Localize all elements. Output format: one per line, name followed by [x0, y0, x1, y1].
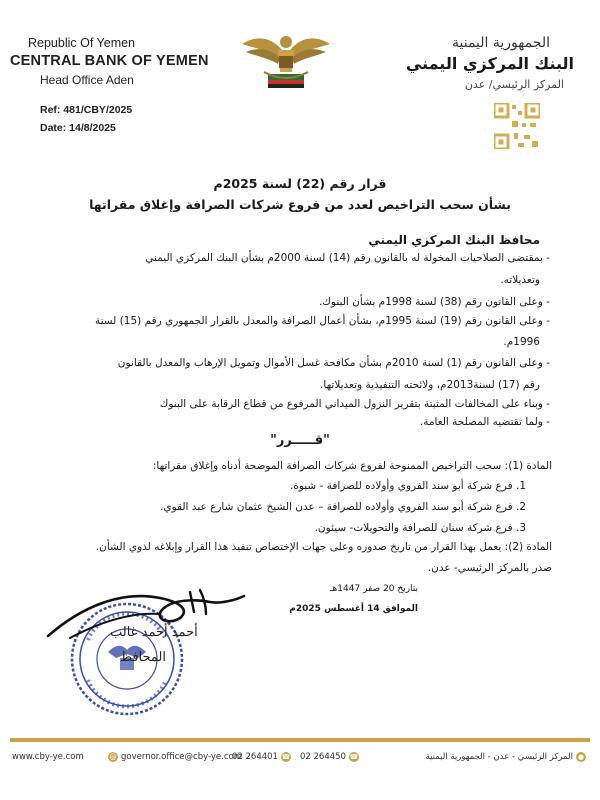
- address-text: المركز الرئيسي - عدن - الجمهورية اليمنية: [425, 752, 573, 762]
- list-item: 1. فرع شركة أبو سند الفروي وأولاده للصرافة - شبوة.: [290, 480, 526, 492]
- preamble-2: - وعلى القانون رقم (38) لسنة 1998م بشأن البنوك.: [318, 296, 550, 308]
- footer-divider: [10, 738, 590, 742]
- preamble-6: - ولما تقتضيه المصلحة العامة.: [419, 416, 550, 428]
- preamble-3-cont: 1996م.: [503, 336, 540, 348]
- footer-address: [426, 752, 586, 762]
- header-office-en: Head Office Aden: [40, 73, 134, 87]
- issued-at: صدر بالمركز الرئيسي- عدن.: [427, 562, 552, 574]
- footer-phone-1: [232, 752, 291, 762]
- article-2: المادة (2): يعمل بهذا القرار من تاريخ صدوره وعلى جهات الإختصاص تنفيذ هذا القرار وإبلاغه لذوي الشأن.: [95, 541, 552, 553]
- issuer-heading: محافظ البنك المركزي اليمني: [368, 233, 540, 247]
- article-1: المادة (1): سحب التراخيص الممنوحة لفروع شركات الصرافة الموضحة أدناه وإغلاق مقراتها:: [152, 460, 552, 472]
- list-item: 3. فرع شركة سنان للصرافة والتحويلات- سيئون.: [314, 522, 526, 534]
- location-icon: ●: [577, 753, 585, 761]
- document-date: Date: 14/8/2025: [40, 122, 116, 134]
- decree-number: قرار رقم (22) لسنة 2025م: [213, 176, 387, 191]
- qr-code-icon: [494, 103, 540, 149]
- signatory-name: أحمد أحمد غالب: [110, 625, 198, 640]
- preamble-1: - بمقتضى الصلاحيات المخولة له بالقانون رقم (14) لسنة 2000م بشأن البنك المركزي اليمني: [145, 252, 550, 264]
- website-text: www.cby-ye.com: [12, 752, 84, 762]
- preamble-1-cont: وتعديلاته.: [500, 274, 540, 286]
- header-bank-en: CENTRAL BANK OF YEMEN: [10, 53, 209, 69]
- header-office-ar: المركز الرئيسي/ عدن: [464, 78, 564, 91]
- preamble-4: - وعلى القانون رقم (1) لسنة 2010م بشأن مكافحة غسل الأموال وتمويل الإرهاب والمعدل بالقانون: [117, 357, 550, 369]
- hijri-date: بتاريخ 20 صفر 1447هـ: [329, 584, 418, 594]
- phone-icon: ☎: [349, 753, 359, 761]
- reference-number: Ref: 481/CBY/2025: [40, 104, 133, 116]
- preamble-3: - وعلى القانون رقم (19) لسنة 1995م، بشأن أعمال الصرافة والمعدل بالقرار الجمهوري رقم (15) لسنة: [94, 315, 550, 327]
- header-country-ar: الجمهورية اليمنية: [451, 35, 550, 51]
- footer-phone-2: [300, 752, 359, 762]
- footer: [0, 746, 600, 770]
- fax-icon: ☎: [281, 753, 291, 761]
- phone-text: 02 264401: [232, 752, 278, 762]
- preamble-4-cont: رقم (17) لسنة2013م، ولائحته التنفيذية وتعديلاتها.: [320, 379, 540, 391]
- header-country-en: Republic Of Yemen: [28, 36, 136, 50]
- footer-email[interactable]: [108, 752, 242, 762]
- list-item: 2. فرع شركة أبو سند الفروي وأولاده للصرافة – عدن الشيخ عثمان شارع عبد القوي.: [160, 501, 526, 513]
- email-icon: @: [109, 753, 117, 761]
- decree-subject: بشأن سحب التراخيص لعدد من فروع شركات الصرافة وإغلاق مقراتها: [89, 197, 511, 212]
- phone-text: 02 264450: [300, 752, 346, 762]
- gregorian-date: الموافق 14 أغسطس 2025م: [289, 604, 418, 614]
- signatory-title: المحافظ: [120, 650, 166, 665]
- decided-heading: "قـــــرر": [270, 433, 330, 448]
- header-bank-ar: البنك المركزي اليمني: [405, 54, 574, 73]
- preamble-5: - وبناء على المخالفات المثبتة بتقرير النزول الميداني المرفوع من قطاع الرقابة على البنوك: [159, 398, 550, 410]
- email-text: governor.office@cby-ye.com: [121, 752, 243, 762]
- yemen-eagle-emblem-icon: [238, 28, 334, 94]
- footer-website[interactable]: [12, 752, 84, 762]
